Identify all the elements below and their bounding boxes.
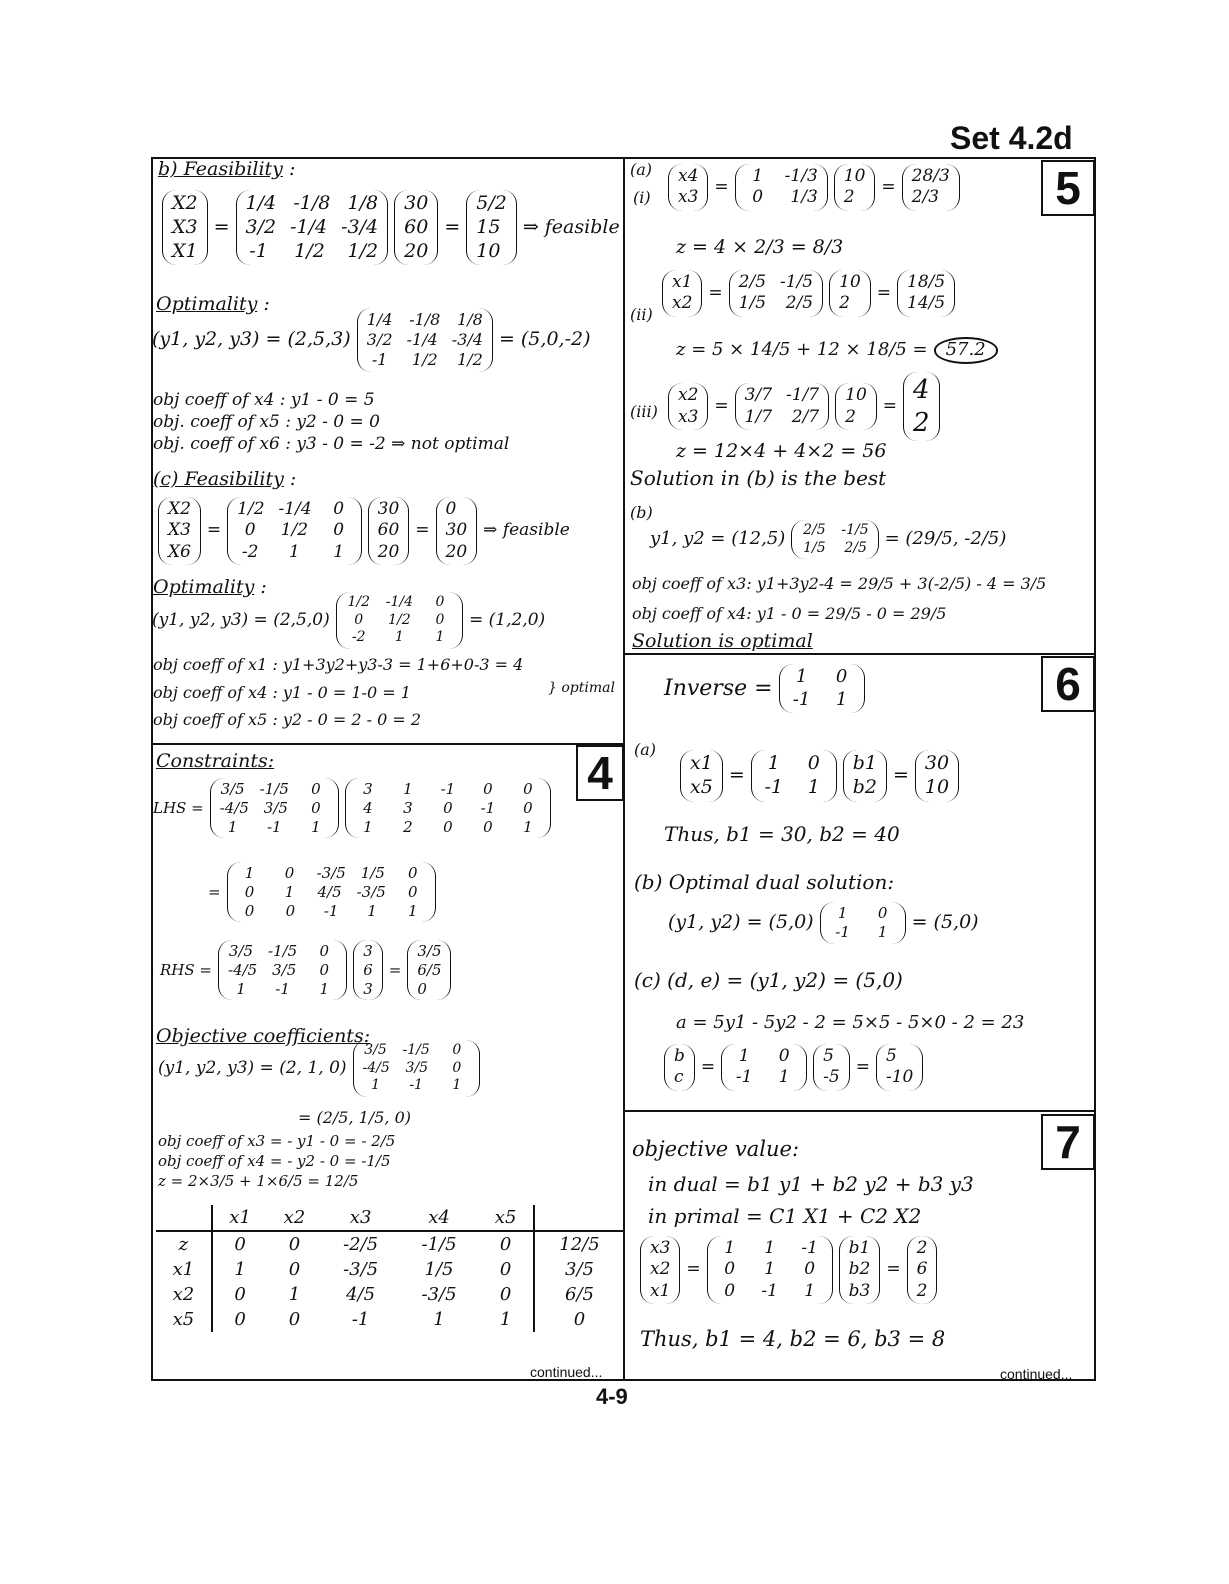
table-cell: 0	[267, 1231, 321, 1257]
bl-tableau	[156, 1205, 624, 1332]
table-cell: 1	[288, 1284, 301, 1305]
mr-a-line: a = 5y1 - 5y2 - 2 = 5×5 - 5×0 - 2 = 23	[676, 1012, 1025, 1033]
table-header-cell: x2	[283, 1207, 306, 1228]
br-thus: Thus, b1 = 4, b2 = 6, b3 = 8	[640, 1327, 946, 1351]
table-cell: x5	[156, 1307, 212, 1332]
table-header-cell	[156, 1205, 212, 1231]
tl-feas-eq: X2 X3 X1 = 1/4 -1/8 1/8 3/2 -1/4 -3/4 -1 1/2 1/2 30 60 20 = 5/2 15 10 ⇒ feasible	[162, 190, 620, 265]
mr-a-eq: x1 x5 = 1 0 -1 1 b1 b2 = 30 10	[680, 750, 959, 802]
bl-oc-result: = (2/5, 1/5, 0)	[298, 1108, 411, 1127]
bl-rhs-b: 3 6 3	[353, 940, 383, 1000]
mr-a-vec: x1 x5	[680, 750, 723, 802]
tr-i-matrix: 1 -1/3 0 1/3	[735, 164, 828, 211]
bl-oc-matrix: 3/5 -1/5 0 -4/5 3/5 0 1 -1 1	[353, 1040, 480, 1097]
table-header-cell: x3	[349, 1207, 372, 1228]
bl-title: Constraints:	[156, 750, 275, 772]
table-row	[156, 1231, 624, 1257]
tl-c-optimal-note: } optimal	[548, 680, 615, 696]
mr-inverse-matrix: 1 0 -1 1	[779, 664, 865, 713]
tr-i-b: 10 2	[834, 164, 876, 211]
mr-a-matrix: 1 0 -1 1	[751, 750, 837, 802]
table-cell: 3/5	[565, 1259, 594, 1280]
tl-obj1: obj coeff of x4 : y1 - 0 = 5	[153, 390, 375, 410]
tr-i-eq: x4 x3 = 1 -1/3 0 1/3 10 2 = 28/3 2/3	[668, 164, 960, 211]
mr-inverse: Inverse = 1 0 -1 1	[664, 664, 865, 713]
tl-opt-title: Optimality :	[156, 293, 270, 315]
tl-c-obj3: obj coeff of x5 : y2 - 0 = 2 - 0 = 2	[153, 710, 422, 729]
tl-c-note: ⇒ feasible	[483, 520, 570, 541]
bl-lhs-m1: 3/5 -1/5 0 -4/5 3/5 0 1 -1 1	[210, 778, 339, 838]
tr-ii-vec: x1 x2	[662, 270, 702, 317]
table-cell: 6/5	[565, 1284, 594, 1305]
tr-i-result: 28/3 2/3	[902, 164, 960, 211]
tl-opt-eq: (y1, y2, y3) = (2,5,3) 1/4 -1/8 1/8 3/2 -1/4 -3/4 -1 1/2 1/2 = (5,0,-2)	[152, 308, 591, 372]
badge-6: 6	[1041, 656, 1095, 712]
tr-b-matrix: 2/5 -1/5 1/5 2/5	[791, 520, 878, 559]
tl-feas-matrix: 1/4 -1/8 1/8 3/2 -1/4 -3/4 -1 1/2 1/2	[236, 190, 389, 265]
table-cell: z	[156, 1231, 212, 1257]
tl-c-obj1: obj coeff of x1 : y1+3y2+y3-3 = 1+6+0-3 = 4	[153, 655, 524, 674]
table-cell: 0	[212, 1231, 268, 1257]
bl-oc3: z = 2×3/5 + 1×6/5 = 12/5	[158, 1172, 359, 1190]
tr-iii-result: 4 2	[903, 372, 940, 441]
bl-eq-matrix: 1 0 -3/5 1/5 0 0 1 4/5 -3/5 0 0 0 -1 1 1	[227, 862, 436, 922]
badge-5: 5	[1041, 160, 1095, 216]
tl-c-opt-eq: (y1, y2, y3) = (2,5,0) 1/2 -1/4 0 0 1/2 0 -2 1 1 = (1,2,0)	[152, 592, 545, 649]
table-row	[156, 1257, 624, 1282]
bl-oc-eq: (y1, y2, y3) = (2, 1, 0) 3/5 -1/5 0 -4/5 3/5 0 1 -1 1	[158, 1040, 480, 1097]
br-b: b1 b2 b3	[839, 1236, 881, 1304]
br-eq: x3 x2 x1 = 1 1 -1 0 1 0 0 -1 1 b1 b2 b3 = 2 6 2	[640, 1236, 937, 1304]
tr-b-label: (b)	[630, 503, 653, 522]
br-dual: in dual = b1 y1 + b2 y2 + b3 y3	[648, 1172, 974, 1196]
badge-7: 7	[1041, 1114, 1095, 1170]
tr-i-label: (i)	[633, 188, 651, 207]
table-cell: 0	[234, 1309, 246, 1330]
tr-i-z: z = 4 × 2/3 = 8/3	[676, 236, 844, 258]
bl-oc1: obj coeff of x3 = - y1 - 0 = - 2/5	[158, 1132, 396, 1150]
bl-oc-title: Objective coefficients:	[156, 1025, 371, 1047]
tr-i-vec: x4 x3	[668, 164, 708, 211]
tl-c-opt-title: Optimality :	[153, 576, 267, 598]
bl-rhs-matrix: 3/5 -1/5 0 -4/5 3/5 0 1 -1 1	[218, 940, 347, 1000]
bl-oc2: obj coeff of x4 = - y2 - 0 = -1/5	[158, 1152, 391, 1170]
tr-ii-eq: x1 x2 = 2/5 -1/5 1/5 2/5 10 2 = 18/5 14/5	[662, 270, 955, 317]
tr-iii-matrix: 3/7 -1/7 1/7 2/7	[735, 383, 829, 430]
continued-left: continued...	[530, 1364, 603, 1380]
table-cell: -2/5	[321, 1231, 399, 1257]
mr-a-result: 30 10	[915, 750, 959, 802]
table-cell: 0	[234, 1284, 246, 1305]
bl-rhs: RHS = 3/5 -1/5 0 -4/5 3/5 0 1 -1 1 3 6 3 = 3/5 6/5 0	[160, 940, 451, 1000]
tr-ii-z: z = 5 × 14/5 + 12 × 18/5 = 57.2	[676, 337, 998, 364]
tl-c-eq: X2 X3 X6 = 1/2 -1/4 0 0 1/2 0 -2 1 1 30 60 20 = 0 30 20 ⇒ feasible	[158, 497, 570, 565]
tr-b-optimal: Solution is optimal	[632, 630, 813, 652]
table-cell: 0	[288, 1309, 301, 1330]
table-cell: -1/5	[400, 1231, 478, 1257]
tl-obj3: obj. coeff of x6 : y3 - 0 = -2 ⇒ not optimal	[153, 434, 510, 454]
tl-feas-title: b) Feasibility :	[158, 158, 296, 180]
mr-a-b: b1 b2	[843, 750, 887, 802]
tr-iii-eq: x2 x3 = 3/7 -1/7 1/7 2/7 10 2 = 4 2	[668, 372, 940, 441]
tr-ii-b: 10 2	[829, 270, 871, 317]
mr-a-label: (a)	[634, 740, 657, 759]
tl-c-title: (c) Feasibility :	[153, 468, 297, 490]
table-cell: 0	[288, 1259, 301, 1280]
tr-b-obj2: obj coeff of x4: y1 - 0 = 29/5 - 0 = 29/5	[632, 604, 947, 623]
tr-b-obj1: obj coeff of x3: y1+3y2-4 = 29/5 + 3(-2/5) - 4 = 3/5	[632, 574, 1047, 593]
table-header-cell: x5	[478, 1205, 534, 1231]
table-cell: 0	[478, 1257, 534, 1282]
table-cell: -3/5	[421, 1284, 457, 1305]
tr-iii-b: 10 2	[835, 383, 877, 430]
table-cell: 12/5	[534, 1231, 624, 1257]
mr-bc-vec: b c	[664, 1044, 695, 1091]
mr-thus: Thus, b1 = 30, b2 = 40	[664, 822, 900, 846]
bl-lhs-result: = 1 0 -3/5 1/5 0 0 1 4/5 -3/5 0 0 0 -1 1 1	[208, 862, 436, 922]
table-cell: x2	[156, 1282, 212, 1307]
tr-ii-label: (ii)	[630, 305, 653, 324]
mr-c-line: (c) (d, e) = (y1, y2) = (5,0)	[634, 968, 903, 992]
table-cell: 1/5	[424, 1259, 454, 1280]
tr-iii-vec: x2 x3	[668, 383, 708, 430]
tl-c-opt-matrix: 1/2 -1/4 0 0 1/2 0 -2 1 1	[336, 592, 463, 649]
table-cell: 1	[478, 1307, 534, 1332]
tl-feas-b: 30 60 20	[394, 190, 438, 265]
table-cell: 0	[478, 1282, 534, 1307]
table-cell: -1	[351, 1309, 370, 1330]
tr-b-eq: y1, y2 = (12,5) 2/5 -1/5 1/5 2/5 = (29/5, -2/5)	[650, 520, 1006, 559]
mr-bc-b: 5 -5	[813, 1044, 850, 1091]
table-cell: x1	[156, 1257, 212, 1282]
tr-iii-z: z = 12×4 + 4×2 = 56	[676, 440, 887, 462]
table-header-row	[156, 1205, 624, 1231]
tr-ii-matrix: 2/5 -1/5 1/5 2/5	[729, 270, 823, 317]
br-result: 2 6 2	[907, 1236, 938, 1304]
table-cell: 0	[478, 1231, 534, 1257]
mr-b-title: (b) Optimal dual solution:	[634, 870, 895, 894]
tl-c-b: 30 60 20	[368, 497, 410, 565]
bl-lhs: LHS = 3/5 -1/5 0 -4/5 3/5 0 1 -1 1 3 1 -1 0 0 4 3 0 -1 0 1 2 0 0 1	[153, 778, 551, 838]
tr-iii-label: (iii)	[630, 402, 658, 421]
table-header-cell: x1	[229, 1207, 251, 1228]
table-header-cell	[534, 1205, 624, 1231]
badge-4: 4	[576, 745, 624, 801]
table-row	[156, 1282, 624, 1307]
mr-bc-eq: b c = 1 0 -1 1 5 -5 = 5 -10	[664, 1044, 923, 1091]
tr-ii-result: 18/5 14/5	[897, 270, 955, 317]
bl-lhs-m2: 3 1 -1 0 0 4 3 0 -1 0 1 2 0 0 1	[345, 778, 551, 838]
br-matrix: 1 1 -1 0 1 0 0 -1 1	[707, 1236, 833, 1304]
continued-right: continued...	[1000, 1366, 1073, 1382]
table-header-cell: x4	[428, 1207, 450, 1228]
tl-opt-matrix: 1/4 -1/8 1/8 3/2 -1/4 -3/4 -1 1/2 1/2	[357, 308, 493, 372]
tr-a-label: (a)	[630, 160, 653, 179]
tl-feas-result: 5/2 15 10	[466, 190, 517, 265]
tl-obj2: obj. coeff of x5 : y2 - 0 = 0	[153, 412, 380, 432]
mr-bc-result: 5 -10	[876, 1044, 923, 1091]
right-divider-2	[623, 1110, 1096, 1112]
table-cell: 0	[573, 1309, 586, 1330]
tl-c-matrix: 1/2 -1/4 0 0 1/2 0 -2 1 1	[227, 497, 361, 565]
table-cell: -3/5	[343, 1259, 379, 1280]
tl-feas-vec: X2 X3 X1	[162, 190, 208, 265]
tl-c-result: 0 30 20	[436, 497, 478, 565]
table-cell: 1	[433, 1309, 445, 1330]
page-number: 4-9	[596, 1384, 628, 1409]
br-title: objective value:	[632, 1137, 800, 1161]
set-title: Set 4.2d	[950, 120, 1073, 156]
mr-bc-matrix: 1 0 -1 1	[721, 1044, 807, 1091]
tl-c-vec: X2 X3 X6	[158, 497, 201, 565]
tr-best: Solution in (b) is the best	[630, 466, 887, 490]
bl-rhs-result: 3/5 6/5 0	[407, 940, 451, 1000]
table-cell: 1	[234, 1259, 246, 1280]
tr-ii-z-value: 57.2	[934, 337, 998, 364]
table-cell: 4/5	[346, 1284, 376, 1305]
mr-b-matrix: 1 0 -1 1	[820, 902, 906, 944]
br-vec: x3 x2 x1	[640, 1236, 680, 1304]
table-row	[156, 1307, 624, 1332]
tl-feas-note: ⇒ feasible	[522, 215, 620, 238]
left-divider	[151, 743, 624, 745]
mr-b-eq: (y1, y2) = (5,0) 1 0 -1 1 = (5,0)	[668, 902, 979, 944]
tl-c-obj2: obj coeff of x4 : y1 - 0 = 1-0 = 1	[153, 683, 411, 702]
br-primal: in primal = C1 X1 + C2 X2	[648, 1204, 922, 1228]
